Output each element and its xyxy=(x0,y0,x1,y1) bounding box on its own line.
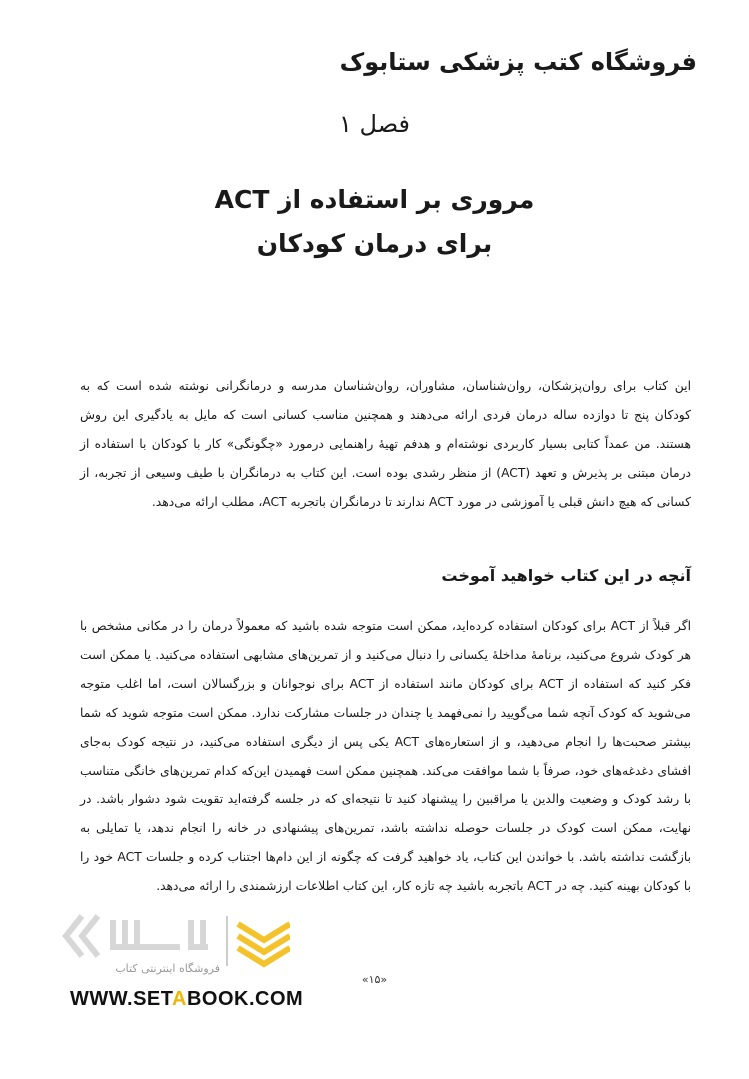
chapter-title-line-1: مروری بر استفاده از ACT xyxy=(214,185,535,214)
chapter-title-line-2: برای درمان کودکان xyxy=(256,229,493,258)
chapter-title xyxy=(0,178,749,266)
section-paragraph: اگر قبلاً از ACT برای کودکان استفاده کرده‌اید، ممکن است متوجه شده باشید که معمولاً درمان را در مکانی مشخص با هر کودک شروع می‌کنید، برنامهٔ مداخلهٔ یکسانی را دنبال می‌کنید و از تمرین‌های مشابهی استفاده می‌کنید. یا ممکن است فکر کنید که استفاده از ACT برای کودکان مانند استفاده از ACT برای نوجوانان و بزرگسالان است، اما اغلب متوجه می‌شوید که کودک آنچه شما می‌گویید را نمی‌فهمد یا چندان در جلسات مشارکت ندارد. ممکن است متوجه شوید که شما بیشتر صحبت‌ها را انجام می‌دهید، و از استعاره‌های ACT یکی پس از دیگری استفاده می‌کنید، در نتیجه کودک به‌جای افشای دغدغه‌های خود، صرفاً با شما موافقت می‌کند. همچنین ممکن است فهمیدن این‌که کدام تمرین‌های خانگی متناسب با رشد کودک و وضعیت والدین یا مراقبین را پیشنهاد کنید تا نتیجه‌ای که در جلسه گرفته‌اید تقویت شود دشوار باشد. در نهایت، ممکن است کودک در جلسات حوصله نداشته باشد، تمرین‌های پیشنهادی در خانه را انجام ندهد، یا تمایلی به بازگشت نداشته باشد. با خواندن این کتاب، یاد خواهید گرفت که چگونه از این دام‌ها اجتناب کرده و جلسات ACT خود را با کودکان بهینه کنید. چه در ACT باتجربه باشید چه تازه کار، این کتاب اطلاعات ارزشمندی را ارائه می‌دهد. xyxy=(80,619,691,894)
watermark-caption: فروشگاه اینترنتی کتاب xyxy=(115,962,220,975)
setabook-watermark xyxy=(60,908,320,1018)
store-title: فروشگاه کتب پزشکی ستابوک xyxy=(339,48,697,76)
section-heading: آنچه در این کتاب خواهید آموخت xyxy=(441,566,691,585)
watermark-url xyxy=(70,988,303,1011)
watermark-url-suffix: BOOK.COM xyxy=(186,988,304,1010)
chapter-label: فصل ۱ xyxy=(339,110,410,138)
watermark-url-prefix: WWW.SET xyxy=(70,988,172,1010)
intro-paragraph: این کتاب برای روان‌پزشکان، روان‌شناسان، مشاوران، روان‌شناسان مدرسه و درمانگرانی نوشته شده است که به کودکان پنج تا دوازده ساله درمان فردی ارائه می‌دهند و همچنین مناسب کسانی است که مایل به یادگیری این روش هستند. من عمداً کتابی بسیار کاربردی نوشته‌ام و هدفم تهیهٔ راهنمایی درمورد «چگونگی» کار با کودکان با استفاده از درمان مبتنی بر پذیرش و تعهد (ACT) از منظر رشدی بوده است. این کتاب به درمانگران با طیف وسیعی از تجربه، از کسانی که هیچ دانش قبلی یا آموزشی در مورد ACT ندارند تا درمانگران باتجربه ACT، مطلب ارائه می‌دهد. xyxy=(80,379,692,509)
watermark-url-accent: A xyxy=(172,988,187,1010)
setabook-logo-icon xyxy=(60,908,290,968)
page-number: «۱۵» xyxy=(361,973,388,986)
